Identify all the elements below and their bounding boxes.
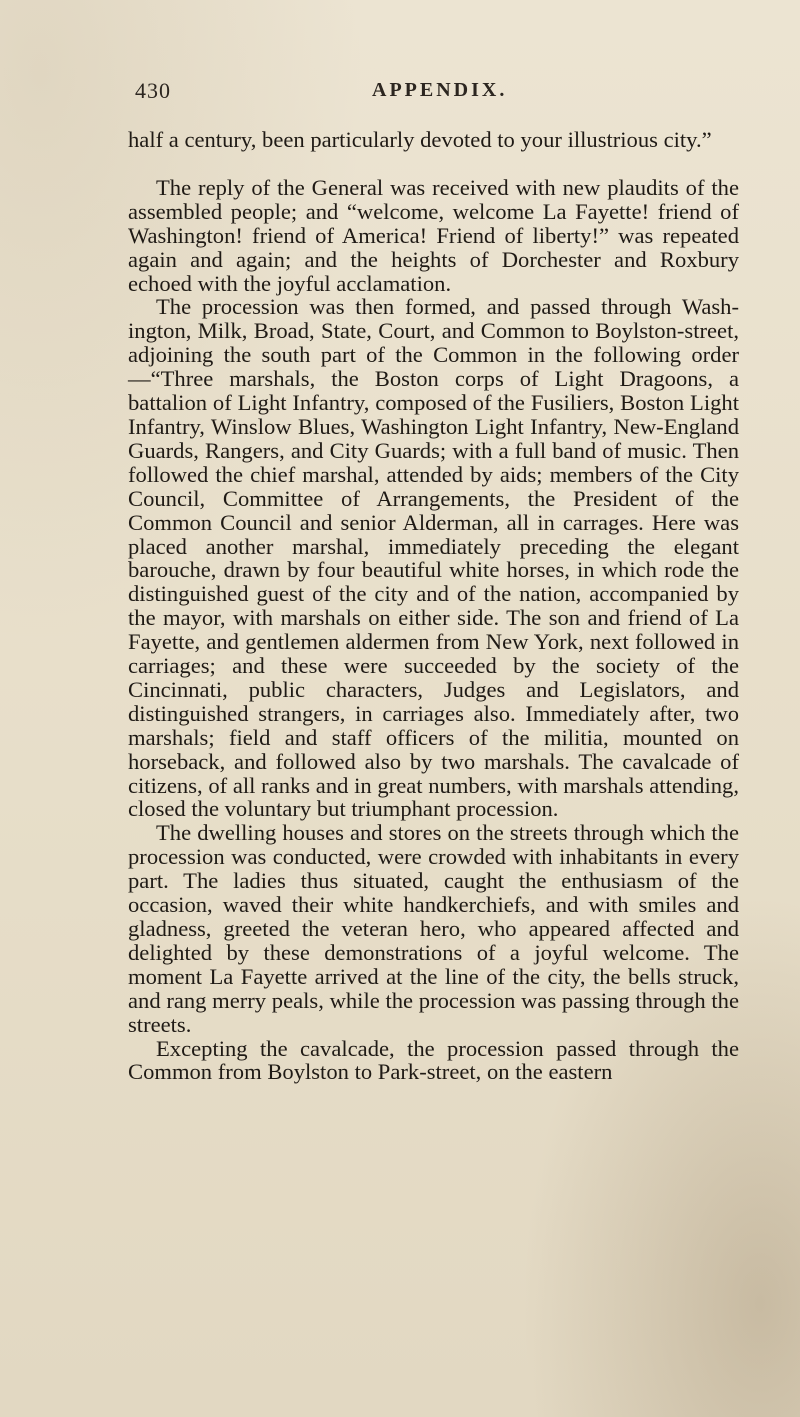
running-title: APPENDIX.: [372, 79, 508, 101]
paragraph-cavalcade: Excepting the cavalcade, the procession passed through the Common from Boylston to Park-street, on the eastern: [128, 1035, 739, 1085]
paragraph-continuation: half a century, been particularly devoted to your illustrious city.”: [128, 127, 712, 152]
running-head: [0, 78, 800, 114]
page-number: 430: [135, 78, 171, 103]
paragraph-dwelling-houses: The dwelling houses and stores on the streets through which the procession was conducted, were crowded with inhabitants in every part. The ladies thus situated, caught the enthusiasm of the occasion, waved their white handkerchiefs, and with smiles and gladness, greeted the veteran hero, who appeared affected and delighted by these demonstrations of a joyful welcome. The moment La Fayette arrived at the line of the city, the bells struck, and rang merry peals, while the procession was passing through the streets.: [128, 820, 739, 1037]
paragraph-gap: [128, 152, 739, 176]
paragraph-reply: The reply of the General was received with new plaudits of the assembled people; and “welcome, welcome La Fayette! friend of Washington! friend of America! Friend of liberty!” was repeated again and again; and the heights of Dorchester and Roxbury echoed with the joyful acclamation.: [128, 174, 739, 296]
paragraph-procession: The procession was then formed, and passed through Washington, Milk, Broad, State, Court, and Common to Boylston-street, adjoining the south part of the Common in the following order—“Three marshals, the Boston corps of Light Dragoons, a battalion of Light Infantry, composed of the Fusiliers, Boston Light Infantry, Winslow Blues, Washington Light Infantry, New-England Guards, Rangers, and City Guards; with a full band of music. Then followed the chief marshal, attended by aids; members of the City Council, Committee of Arrangements, the President of the Common Council and senior Alderman, all in carrages. Here was placed another marshal, immediately preceding the elegant barouche, drawn by four beautiful white horses, in which rode the distinguished guest of the city and of the nation, accompanied by the mayor, with marshals on either side. The son and friend of La Fayette, and gentlemen aldermen from New York, next followed in carriages; and these were succeeded by the society of the Cincinnati, public characters, Judges and Legislators, and distinguished strangers, in carriages also. Immediately after, two marshals; field and staff officers of the militia, mounted on horseback, and followed also by two marshals. The cavalcade of citizens, of all ranks and in great numbers, with marshals attending, closed the voluntary but triumphant procession.: [128, 294, 739, 822]
body-text: [128, 128, 739, 1084]
